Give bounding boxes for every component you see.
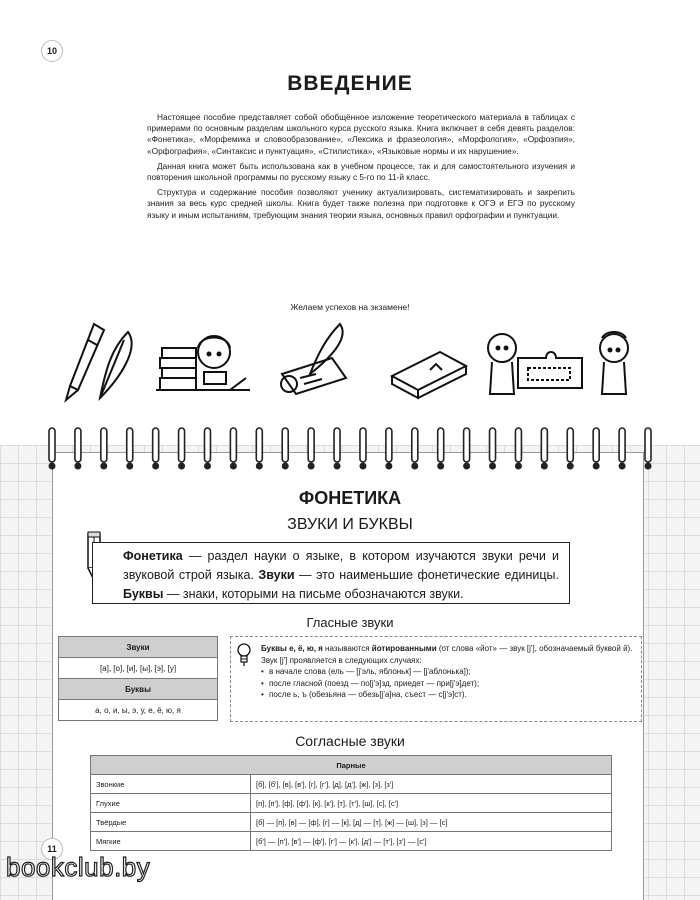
spiral-ring bbox=[49, 428, 56, 470]
term-letters: Буквы bbox=[123, 587, 164, 601]
spiral-ring bbox=[282, 428, 289, 470]
row-label: Звонкие bbox=[91, 775, 251, 794]
note-text: называются bbox=[322, 644, 372, 653]
table-header: Парные bbox=[91, 756, 612, 775]
consonants-table bbox=[90, 755, 612, 851]
intro-title: ВВЕДЕНИЕ bbox=[287, 72, 413, 95]
spiral-ring bbox=[256, 428, 263, 470]
spiral-ring bbox=[437, 428, 444, 470]
vowels-title: Гласные звуки bbox=[306, 615, 394, 630]
lightbulb-icon bbox=[236, 642, 252, 668]
table-row bbox=[91, 775, 612, 794]
iotated-letters-note bbox=[230, 636, 642, 722]
row-label: Твёрдые bbox=[91, 813, 251, 832]
spiral-ring bbox=[515, 428, 522, 470]
spiral-ring bbox=[385, 428, 392, 470]
spiral-ring bbox=[308, 428, 315, 470]
definition-text: — это наименьшие фонетические единицы. bbox=[294, 568, 559, 582]
table-row bbox=[91, 832, 612, 851]
note-letters: Буквы е, ё, ю, я bbox=[261, 644, 323, 653]
table-row bbox=[91, 794, 612, 813]
definition-box bbox=[92, 542, 570, 604]
list-item: • в начале слова (ель — [j'эль, яблоньк] — [j'аблонька]); bbox=[261, 666, 633, 678]
note-term: йотированными bbox=[371, 644, 437, 653]
intro-paragraph: Данная книга может быть использована как в учебном процессе, так и для самостоятельного изучения и повторения школьной программы по русскому языку с 5-го по 11-й класс. bbox=[147, 160, 575, 183]
list-item: • после ь, ъ (обезьяна — обезь[j'а]на, съест — с[j'э]ст). bbox=[261, 689, 633, 701]
spiral-ring bbox=[74, 428, 81, 470]
consonants-title: Согласные звуки bbox=[295, 733, 405, 749]
watermark: bookclub.by bbox=[6, 852, 151, 882]
fountain-pen-icon bbox=[66, 324, 104, 400]
section-title: ФОНЕТИКА bbox=[298, 488, 402, 508]
row-label: Мягкие bbox=[91, 832, 251, 851]
page-number-top: 10 bbox=[41, 40, 63, 62]
row-label: Глухие bbox=[91, 794, 251, 813]
definition-text: — знаки, которыми на письме обозначаются звуки. bbox=[163, 587, 464, 601]
row-value: [б'] — [п'], [в'] — [ф'], [г'] — [к'], [д'] — [т'], [з'] — [с'] bbox=[251, 832, 612, 851]
wish-text: Желаем успехов на экзамене! bbox=[290, 302, 410, 312]
definition-text: — раздел науки о языке, в котором изучаются звуки речи и звуковой строй языка. bbox=[123, 549, 559, 582]
intro-paragraph: Настоящее пособие представляет собой обобщённое изложение теоретического материала в таблицах с примерами по основным разделам школьного курса русского языка. Книга включает в себя девять разделов: «Фонетика», «Морфемика и словообразование», «Лексика и фразеология», «Морфология», «Орфоэпия», «Орфография», «Синтаксис и пунктуация», «Стилистика», «Языковые нормы и их нарушение». bbox=[147, 112, 575, 156]
feather-quill-icon bbox=[100, 332, 132, 398]
intro-text bbox=[147, 112, 575, 225]
book-icon bbox=[392, 352, 466, 398]
note-intro bbox=[261, 643, 633, 666]
table-cell: а, о, и, ы, э, у, е, ё, ю, я bbox=[59, 700, 218, 721]
student-with-books-icon bbox=[156, 336, 250, 390]
illustration-strip bbox=[0, 318, 700, 408]
spiral-ring bbox=[152, 428, 159, 470]
spiral-ring bbox=[126, 428, 133, 470]
term-sounds: Звуки bbox=[258, 568, 295, 582]
spiral-ring bbox=[593, 428, 600, 470]
intro-paragraph: Структура и содержание пособия позволяют ученику актуализировать, систематизировать и закрепить знания за весь курс средней школы. Книга будет также полезна при подготовке к ОГЭ и ЕГЭ по русскому языку и иным испытаниям, требующим знания теории языка, основных правил орфографии и пунктуации. bbox=[147, 187, 575, 220]
spiral-ring bbox=[567, 428, 574, 470]
spiral-ring bbox=[619, 428, 626, 470]
spiral-ring bbox=[334, 428, 341, 470]
spiral-ring bbox=[359, 428, 366, 470]
spiral-ring bbox=[463, 428, 470, 470]
row-value: [б], [б'], [в], [в'], [г], [г'], [д], [д'], [ж], [з], [з'] bbox=[251, 775, 612, 794]
spiral-ring bbox=[204, 428, 211, 470]
row-value: [б] — [п], [в] — [ф], [г] — [к], [д] — [т], [ж] — [ш], [з] — [с] bbox=[251, 813, 612, 832]
spiral-ring bbox=[411, 428, 418, 470]
term-phonetics: Фонетика bbox=[123, 549, 183, 563]
spiral-ring bbox=[489, 428, 496, 470]
table-header: Буквы bbox=[59, 679, 218, 700]
scroll-with-quill-icon bbox=[281, 324, 346, 394]
page-number-bottom: 11 bbox=[41, 838, 63, 860]
spiral-ring bbox=[230, 428, 237, 470]
spiral-ring bbox=[541, 428, 548, 470]
section-subtitle: ЗВУКИ И БУКВЫ bbox=[287, 516, 413, 533]
kids-with-puzzle-icon bbox=[488, 332, 628, 394]
spiral-ring bbox=[645, 428, 652, 470]
spiral-ring bbox=[100, 428, 107, 470]
table-cell: [а], [о], [и], [ы], [э], [у] bbox=[59, 658, 218, 679]
note-text: (от слова «йот» — звук [j'], обозначаемый буквой й). Звук [j'] проявляется в следующих случаях: bbox=[261, 644, 633, 665]
spiral-binding bbox=[40, 426, 660, 476]
row-value: [п], [п'], [ф], [ф'], [к], [к'], [т], [т'], [ш], [с], [с'] bbox=[251, 794, 612, 813]
vowels-table bbox=[58, 636, 218, 721]
table-row bbox=[91, 813, 612, 832]
spiral-ring bbox=[178, 428, 185, 470]
list-item: • после гласной (поезд — по[j'э]зд, приедет — при[j'э]дет); bbox=[261, 678, 633, 690]
table-header: Звуки bbox=[59, 637, 218, 658]
